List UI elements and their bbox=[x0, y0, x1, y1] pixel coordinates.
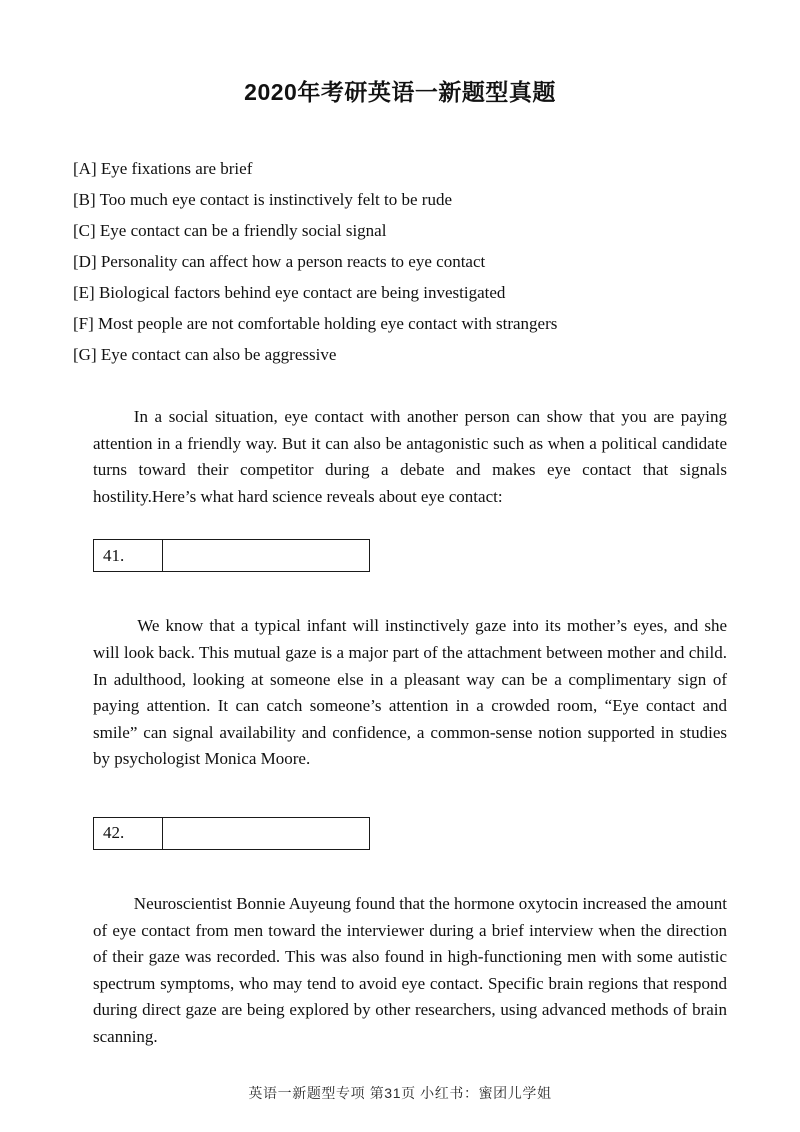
answer-box-41 bbox=[93, 539, 370, 572]
answer-number-42: 42. bbox=[94, 817, 163, 849]
option-item-c: [C] Eye contact can be a friendly social signal bbox=[73, 221, 387, 240]
option-item-f: [F] Most people are not comfortable holding eye contact with strangers bbox=[73, 314, 558, 333]
spacer-before-answer-42 bbox=[93, 773, 727, 817]
passage-body bbox=[93, 404, 727, 1051]
spacer-after-answer-41 bbox=[93, 572, 727, 613]
table-row bbox=[94, 817, 370, 849]
option-item-d: [D] Personality can affect how a person reacts to eye contact bbox=[73, 252, 486, 271]
answer-input-42[interactable] bbox=[163, 817, 370, 849]
option-list bbox=[73, 153, 733, 370]
page-title: 2020年考研英语一新题型真题 bbox=[244, 79, 556, 105]
option-item-e: [E] Biological factors behind eye contact are being investigated bbox=[73, 283, 506, 302]
spacer-before-answer-41 bbox=[93, 510, 727, 539]
answer-box-42 bbox=[93, 817, 370, 850]
option-item-a: [A] Eye fixations are brief bbox=[73, 159, 253, 178]
option-item-g: [G] Eye contact can also be aggressive bbox=[73, 345, 337, 364]
page-footer: 英语一新题型专项 第31页 小红书：蜜团儿学姐 bbox=[248, 1085, 552, 1101]
answer-input-41[interactable] bbox=[163, 540, 370, 572]
passage-paragraph-1: In a social situation, eye contact with another person can show that you are paying attention in a friendly way. But it can also be antagonistic such as when a political candidate turns toward their competitor during a debate and makes eye contact that signals hostility.Here’s what hard science reveals about eye contact: bbox=[93, 407, 727, 506]
table-row bbox=[94, 540, 370, 572]
option-item-b: [B] Too much eye contact is instinctively felt to be rude bbox=[73, 190, 453, 209]
spacer-after-answer-42 bbox=[93, 850, 727, 891]
passage-paragraph-2: We know that a typical infant will instinctively gaze into its mother’s eyes, and she will look back. This mutual gaze is a major part of the attachment between mother and child. In adulthood, looking at someone else in a pleasant way can be a complimentary sign of paying attention. It can catch someone’s attention in a crowded room, “Eye contact and smile” can signal availability and confidence, a common-sense notion supported in studies by psychologist Monica Moore. bbox=[93, 616, 727, 769]
answer-number-41: 41. bbox=[94, 540, 163, 572]
passage-paragraph-3: Neuroscientist Bonnie Auyeung found that the hormone oxytocin increased the amount of eye contact from men toward the interviewer during a brief interview when the direction of their gaze was recorded. This was also found in high-functioning men with some autistic spectrum symptoms, who may tend to avoid eye contact. Specific brain regions that respond during direct gaze are being explored by other researchers, using advanced methods of brain scanning. bbox=[93, 893, 727, 1046]
